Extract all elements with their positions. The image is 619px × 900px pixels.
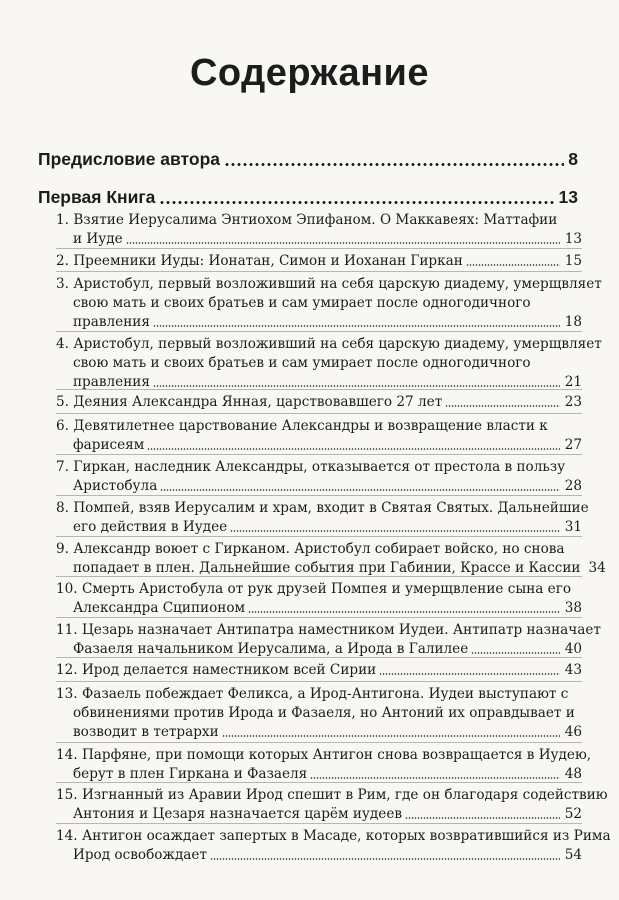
entry-page-number: 31: [564, 519, 582, 535]
entry-text: Аристобул, первый возложивший на себя царскую диадему, умерщвляет: [73, 276, 602, 292]
entry-text: Ирод освобождает: [73, 847, 207, 863]
dot-leader: [159, 200, 554, 205]
entry-separator: [56, 413, 582, 414]
entry-text: Александра Сципионом: [73, 600, 246, 616]
page-title: Содержание: [189, 52, 430, 94]
entry-number: 13.: [56, 686, 78, 702]
toc-entry[interactable]: [56, 621, 601, 659]
entry-text: Антония и Цезаря назначается царём иудеев: [73, 806, 403, 822]
entry-page-number: 40: [564, 641, 582, 657]
entry-text: берут в плен Гиркана и Фазаеля: [73, 766, 308, 782]
entry-number: 15.: [56, 787, 78, 803]
dot-leader: [230, 529, 560, 533]
entry-page-number: 46: [564, 724, 582, 740]
entry-text: свою мать и своих братьев и сам умирает после одногодичного: [73, 355, 531, 371]
dot-leader: [445, 404, 559, 408]
entry-text: Антигон осаждает запертых в Масаде, которых возвратившийся из Рима: [81, 828, 611, 844]
entry-text: попадает в плен. Дальнейшие события при Габинии, Крассе и Кассии: [73, 560, 581, 576]
entry-text: Аристобула: [73, 478, 158, 494]
entry-text: обвинениями против Ирода и Фазаеля, но Антоний их оправдывает и: [73, 705, 575, 721]
entry-number: 7.: [56, 459, 69, 475]
toc-entry[interactable]: [56, 252, 582, 271]
toc-entry[interactable]: [56, 746, 592, 784]
toc-entry[interactable]: [56, 499, 589, 537]
entry-number: 4.: [56, 336, 69, 352]
entry-number: 10.: [56, 581, 78, 597]
dot-leader: [466, 263, 560, 267]
toc-entry[interactable]: [56, 335, 602, 392]
entry-number: 6.: [56, 418, 69, 434]
dot-leader: [248, 610, 560, 614]
entry-text: Преемники Иуды: Ионатан, Симон и Иоханан Гиркан: [73, 253, 463, 269]
entry-text: Гиркан, наследник Александры, отказывается от престола в пользу: [73, 459, 566, 475]
dot-leader: [222, 734, 560, 738]
entry-number: 2.: [56, 253, 69, 269]
entry-number: 8.: [56, 500, 69, 516]
entry-page-number: 13: [564, 231, 582, 247]
section-page-number: 13: [558, 187, 578, 207]
entry-page-number: 43: [564, 662, 582, 678]
toc-entry[interactable]: [56, 580, 582, 618]
dot-leader: [210, 857, 560, 861]
toc-entry[interactable]: [56, 211, 582, 249]
entry-page-number: 48: [564, 766, 582, 782]
dot-leader: [147, 447, 559, 451]
entry-number: 12.: [56, 662, 78, 678]
entry-page-number: 54: [564, 847, 582, 863]
toc-entry[interactable]: [56, 661, 582, 680]
entry-text: и Иуде: [73, 231, 123, 247]
entry-separator: [56, 271, 582, 272]
section-label: Первая Книга: [38, 187, 156, 207]
entry-text: фарисеям: [73, 437, 145, 453]
entry-page-number: 34: [588, 560, 606, 576]
dot-leader: [153, 324, 560, 328]
toc-entry[interactable]: [56, 827, 611, 865]
dot-leader: [126, 241, 560, 245]
dot-leader: [405, 816, 560, 820]
entry-number: 11.: [56, 622, 78, 638]
entry-number: 14.: [56, 747, 78, 763]
entry-text: Девятилетнее царствование Александры и возвращение власти к: [73, 418, 548, 434]
entry-page-number: 52: [564, 806, 582, 822]
entry-text: его действия в Иудее: [73, 519, 228, 535]
entry-text: Деяния Александра Янная, царствовавшего 27 лет: [73, 394, 443, 410]
entry-text: Цезарь назначает Антипатра наместником Иудеи. Антипатр назначает: [81, 622, 601, 638]
entry-page-number: 18: [564, 314, 582, 330]
entry-text: Изгнанный из Аравии Ирод спешит в Рим, где он благодаря содействию: [81, 787, 608, 803]
section-page-number: 8: [568, 149, 578, 169]
entry-number: 9.: [56, 541, 69, 557]
toc-entry[interactable]: [56, 786, 608, 824]
entry-text: Смерть Аристобула от рук друзей Помпея и умерщвление сына его: [81, 581, 572, 597]
entry-text: Ирод делается наместником всей Сирии: [81, 662, 377, 678]
entry-text: Аристобул, первый возложивший на себя царскую диадему, умерщвляет: [73, 336, 602, 352]
entry-text: свою мать и своих братьев и сам умирает после одногодичного: [73, 295, 531, 311]
entry-page-number: 23: [564, 394, 582, 410]
toc-entry[interactable]: [56, 458, 582, 496]
dot-leader: [379, 672, 559, 676]
dot-leader: [160, 488, 559, 492]
entry-number: 14.: [56, 828, 78, 844]
entry-page-number: 15: [564, 253, 582, 269]
toc-entry[interactable]: [56, 393, 582, 412]
entry-text: возводит в тетрархи: [73, 724, 219, 740]
entry-number: 1.: [56, 212, 69, 228]
dot-leader: [310, 776, 559, 780]
entry-text: Фазаеля начальником Иерусалима, а Ирода в Галилее: [73, 641, 469, 657]
entry-separator: [56, 681, 582, 682]
entry-separator: [56, 742, 582, 743]
toc-entry[interactable]: [56, 275, 602, 332]
entry-page-number: 21: [564, 374, 582, 390]
dot-leader: [471, 651, 559, 655]
toc-entry[interactable]: [56, 540, 606, 578]
entry-text: Александр воюет с Гирканом. Аристобул собирает войско, но снова: [73, 541, 565, 557]
entry-text: Взятие Иерусалима Энтиохом Эпифаном. О Маккавеях: Маттафии: [73, 212, 558, 228]
section-label: Предисловие автора: [38, 149, 220, 169]
entry-page-number: 27: [564, 437, 582, 453]
dot-leader: [224, 162, 564, 167]
entry-text: Парфяне, при помощи которых Антигон снова возвращается в Иудею,: [81, 747, 592, 763]
entry-text: Фазаель побеждает Феликса, а Ирод-Антигона. Иудеи выступают с: [81, 686, 569, 702]
entry-page-number: 38: [564, 600, 582, 616]
toc-entry[interactable]: [56, 685, 582, 742]
dot-leader: [153, 384, 560, 388]
entry-page-number: 28: [564, 478, 582, 494]
toc-section-book-one[interactable]: [38, 186, 578, 208]
entry-text: правления: [73, 314, 150, 330]
entry-number: 3.: [56, 276, 69, 292]
entry-text: правления: [73, 374, 150, 390]
toc-section-preface[interactable]: [38, 148, 578, 170]
entry-text: Помпей, взяв Иерусалим и храм, входит в Святая Святых. Дальнейшие: [73, 500, 589, 516]
entry-number: 5.: [56, 394, 69, 410]
toc-entry[interactable]: [56, 417, 582, 455]
